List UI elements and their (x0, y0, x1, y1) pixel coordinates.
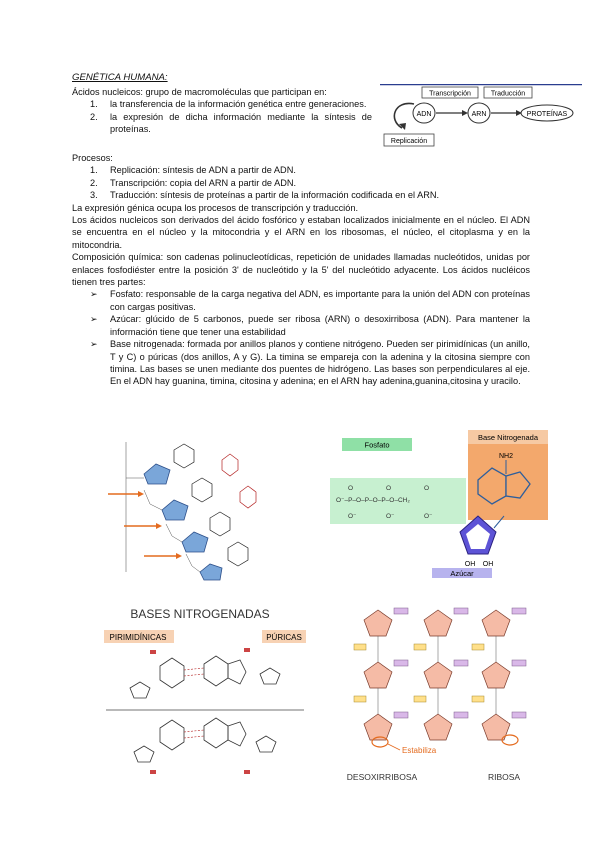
nh2-label: NH2 (498, 453, 514, 460)
adn-node: ADN (416, 111, 432, 118)
svg-text:O: O (424, 485, 430, 492)
transcripcion-label: Transcripción (429, 90, 471, 98)
proteinas-node: PROTEÍNAS (526, 111, 568, 118)
svg-text:O⁻: O⁻ (348, 513, 357, 520)
procesos-label: Procesos: (72, 153, 113, 163)
expresion-paragraph: La expresión génica ocupa los procesos de transcripción y traducción. (72, 202, 358, 213)
procesos-block (72, 152, 530, 388)
svg-text:O: O (386, 485, 392, 492)
ribosa-comparison-figure (342, 590, 550, 786)
composicion-paragraph: Composición química: son cadenas polinucleotídicas, repetición de unidades llamadas nucleótidos, unidas por enlaces fosfodiéster entre la posición 3' de nucleótido y la 5' del nucleótido adyacente. Los ácidos nucléicos tienen tres partes: (72, 252, 530, 288)
fosfato-label: Fosfato (364, 440, 390, 450)
puricas-label: PÚRICAS (266, 633, 302, 642)
list-item: 2. la expresión de dicha información mediante la síntesis de proteínas. (90, 111, 372, 135)
nucleotide-figure (328, 428, 552, 578)
traduccion-label: Traducción (490, 90, 526, 98)
base-nitrogenada-label: Base Nitrogenada (477, 433, 539, 442)
arn-node: ARN (471, 111, 487, 118)
oh-label-2: OH (482, 561, 494, 568)
svg-text:O⁻: O⁻ (386, 513, 395, 520)
bases-title: BASES NITROGENADAS (130, 607, 270, 621)
svg-text:O: O (348, 485, 354, 492)
derivados-paragraph: Los ácidos nucleicos son derivados del ácido fosfórico y estaban localizados inicialmente en el núcleo. El ADN se encuentra en el núcleo y la mitocondria y el ARN en los ribosomas, el núcleo, el citoplasma y en la mitocondria. (72, 215, 530, 250)
list-item: 1. Replicación: síntesis de ADN a partir de ADN. (90, 165, 296, 176)
desoxirribosa-label: DESOXIRRIBOSA (346, 772, 418, 782)
central-dogma-diagram (380, 84, 582, 150)
ribosa-label: RIBOSA (487, 772, 521, 782)
list-item: 3. Traducción: síntesis de proteínas a partir de la información codificada en el ARN. (90, 190, 440, 201)
svg-text:O⁻–P–O–P–O–P–O–CH₂: O⁻–P–O–P–O–P–O–CH₂ (336, 497, 410, 504)
list-item: ➢ Base nitrogenada: formada por anillos planos y contiene nitrógeno. Pueden ser pirimidínicas (un anillo, T y C) o púricas (dos anillos, A y G). La timina se empareja con la adenina y la citosina siempre con timina. Las bases se unen mediante dos puentes de hidrógeno. Las bases son perpendiculares al eje. En el ADN hay guanina, timina, citosina y adenina; en el ARN hay adenina,guanina,citosina y uracilo. (90, 339, 530, 387)
estabiliza-label: Estabiliza (402, 746, 437, 755)
list-item: 1. la transferencia de la información genética entre generaciones. (90, 99, 367, 110)
dna-strand-figure (104, 432, 264, 582)
list-item: ➢ Fosfato: responsable de la carga negativa del ADN, es importante para la unión del ADN con proteínas con cargas positivas. (90, 289, 530, 312)
azucar-label: Azúcar (450, 569, 474, 578)
nucleic-intro: Ácidos nucleicos: grupo de macromoléculas que participan en: (72, 87, 327, 97)
list-item: 2. Transcripción: copia del ARN a partir de ADN. (90, 177, 297, 188)
svg-text:O⁻: O⁻ (424, 513, 433, 520)
nucleic-intro-block (72, 86, 372, 136)
oh-label-3: OH (464, 561, 476, 568)
bases-nitrogenadas-figure (104, 602, 314, 780)
list-item: ➢ Azúcar: glúcido de 5 carbonos, puede ser ribosa (ARN) o desoxirribosa (ADN). Para mantener la información tiene que tener una estabilidad (90, 314, 530, 337)
pirimidinicas-label: PIRIMIDÍNICAS (109, 633, 167, 642)
replicacion-label: Replicación (390, 138, 428, 145)
doc-title: GENÉTICA HUMANA: (72, 72, 168, 83)
